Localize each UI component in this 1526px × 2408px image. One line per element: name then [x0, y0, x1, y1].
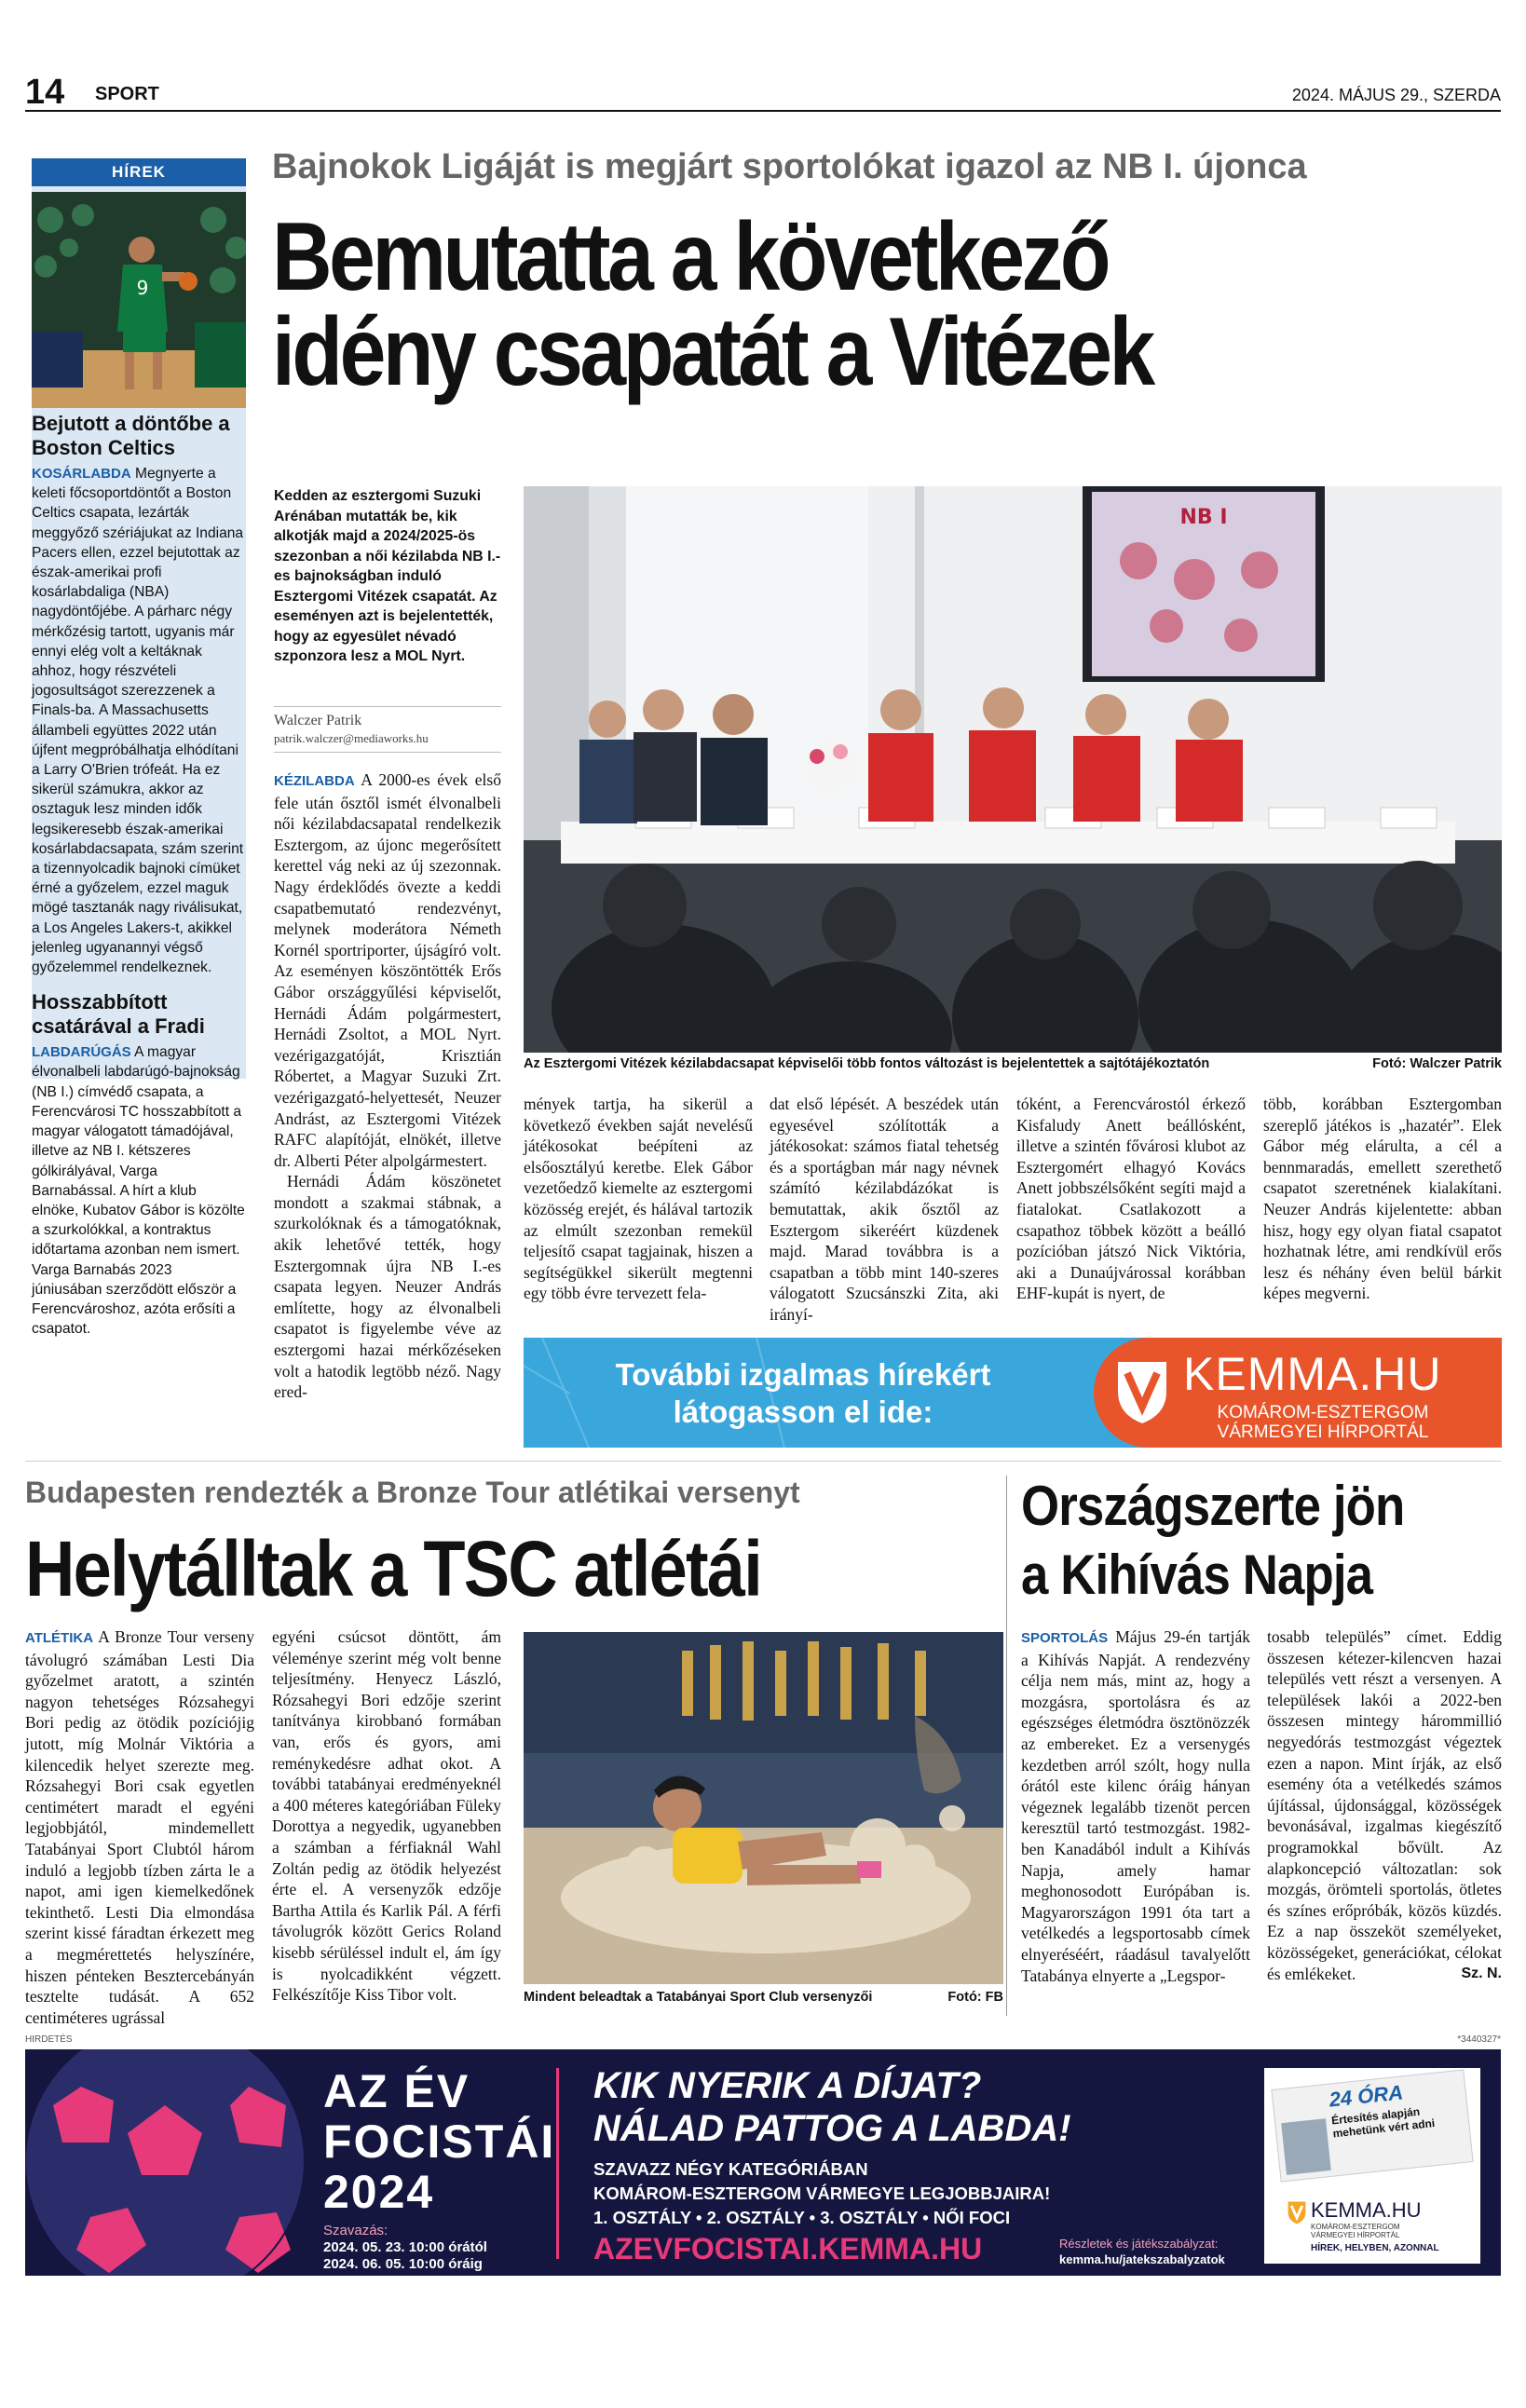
sidebar-story2-title: Hosszabbított csatárával a Fradi — [32, 990, 205, 1039]
athletics-col2: egyéni csúcsot döntött, ám véleménye szerint még volt benne teljesítmény. Henyecz László, Rózsahegyi Bori edzője szerint tanítványa kirobbanó formában van, erős és gyors, ami reménykedésre adhat okot. A további tatabányai eredményeknél a 400 méteres kategóriában Füleky Dorottya a negyedik, ugyanebben a számban a férfiaknál Wahl Zoltán pedig az ötödik helyezést érte el. A versenyzők edzője Bartha Attila és Karlik Pál. A férfi távolugrók között Gerics Roland kisebb sérüléssel indult el, ám így is nyolcadikként végzett. Felkészítője Kiss Tibor volt. — [272, 1627, 501, 2005]
ad-accent-bar — [556, 2068, 559, 2259]
main-kicker: KÉZILABDA — [274, 773, 355, 789]
screen-logo: NB I — [1179, 506, 1228, 529]
main-photo-caption — [524, 1056, 1502, 1071]
main-lead: Kedden az esztergomi Suzuki Arénában mutatták be, kik alkotják majd a 2024/2025-ös szezonban a női kézilabda NB I.-es bajnokságban induló Esztergomi Vitézek csapatát. Az eseményen azt is bejelentették, hogy az egyesület névadó szponzora lesz a MOL Nyrt. — [274, 488, 501, 664]
sidebar-story2-body — [32, 1042, 246, 1339]
ad-title2: FOCISTÁI — [323, 2116, 556, 2168]
kemma-promo-banner[interactable] — [524, 1338, 1502, 1448]
ad-headline1: KIK NYERIK A DÍJAT? — [593, 2065, 982, 2106]
ad-rules-label: Részletek és játékszabályzat: — [1059, 2237, 1219, 2251]
banner-text-line2: látogasson el ide: — [673, 1394, 933, 1429]
main-title — [272, 203, 1152, 406]
athletics-kicker: ATLÉTIKA — [25, 1630, 94, 1646]
banner-brand: KEMMA.HU — [1183, 1348, 1442, 1400]
ad-url[interactable]: AZEVFOCISTAI.KEMMA.HU — [593, 2232, 983, 2265]
ad-newspaper-box — [1264, 2068, 1480, 2264]
author-name: Walczer Patrik — [274, 713, 362, 728]
celtics-photo — [32, 192, 246, 408]
main-title-line1: Bemutatta a következő — [272, 203, 1109, 311]
banner-sub1: KOMÁROM-ESZTERGOM — [1217, 1403, 1429, 1422]
banner-text-line1: További izgalmas hírekért — [615, 1357, 991, 1392]
ad-brand-sub2: VÁRMEGYEI HÍRPORTÁL — [1311, 2231, 1400, 2239]
main-supertitle: Bajnokok Ligáját is megjárt sportolókat igazol az NB I. újonca — [272, 147, 1307, 186]
author-email: patrik.walczer@mediaworks.hu — [274, 731, 501, 753]
main-col4: tóként, a Ferencvárostól érkező Kisfaludy Anett beállósként, illetve a szintén fővárosi klubot az Esztergomért elhagyó Kovács Anett jobbszélsőként segíti majd a fiatalokat. Csatlakozott a csapathoz többek között a beálló pozícióban játszó Nick Viktória, aki a Dunaújvárossal korábban EHF-kupát is nyert, de — [1016, 1095, 1246, 1303]
newspaper-icon — [1271, 2069, 1473, 2182]
challenge-col1-text: Május 29-én tartják a Kihívás Napját. A rendezvény célja nem más, mint az, hogy a mozgásra, sportolásra és az egészséges életmódra ösztönözzék az embereket. Ez a versenygés kezdetben arról szólt, hogy nulla órától este kilenc óráig hányan végeznek legalább tizenöt percen keresztül tartó testmozgást. 1982-ben Kanadából indult a Kihívás Napja, amely hamar meghonosodott Európában is. Magyarországon 1991 óta tart a vetélkedés a legsportosabb címek elnyeréséért, ráadásul tavalyelőtt Tatabánya elnyerte a „Legspor- — [1021, 1627, 1251, 1985]
ad-brand-sub1: KOMÁROM-ESZTERGOM — [1311, 2223, 1400, 2231]
challenge-signature: Sz. N. — [1461, 1965, 1502, 1981]
ad-focistai[interactable] — [25, 2049, 1501, 2276]
main-col1b-text: Hernádi Ádám köszönetet mondott a szakmai stábnak, a szurkolóknak és a támogatóknak, akik lehetővé tették, hogy Esztergomnak újra NB I.-es csapata legyen. Neuzer András említette, hogy az élvonalbeli csapatot is figyelembe véve az esztergomi hazai mérkőzéseken volt a hatodik legtöbb néző. Nagy ered- — [274, 1172, 501, 1402]
long-jump-photo — [524, 1632, 1003, 1984]
sidebar-story2-text: A magyar élvonalbeli labdarúgó-bajnokság (NB I.) címvédő csapata, a Ferencvárosi TC hosszabbított a magyar válogatott támadójával, illetve az NB I. kétszeres gólkirályával, Varga Barnabással. A hírt a klub elnöke, Kubatov Gábor is közölte a szurkolókkal, a kontraktus időtartama azonban nem ismert. Varga Barnabás 2023 júniusában szerződött először a Ferencvároshoz, azóta erősíti a csapatot. — [32, 1044, 245, 1338]
main-title-line2: idény csapatát a Vitézek — [272, 298, 1152, 406]
athletics-photo-credit: Fotó: FB — [947, 1990, 1003, 2005]
kemma-shield-icon — [1114, 1358, 1170, 1425]
page-number: 14 — [25, 73, 65, 112]
ad-title3: 2024 — [323, 2166, 435, 2218]
ad-brand-tag: HÍREK, HELYBEN, AZONNAL — [1311, 2243, 1439, 2253]
athletics-col1 — [25, 1626, 254, 2028]
sidebar-story1-kicker: KOSÁRLABDA — [32, 466, 131, 482]
challenge-col1 — [1021, 1626, 1250, 1986]
sidebar-story1-body — [32, 464, 246, 977]
ad-rules-url[interactable]: kemma.hu/jatekszabalyzatok — [1059, 2252, 1225, 2266]
athletics-photo-caption-text: Mindent beleadtak a Tatabányai Sport Club versenyzői — [524, 1990, 873, 2005]
challenge-title — [1021, 1472, 1404, 1610]
main-photo-caption-text: Az Esztergomi Vitézek kézilabdacsapat képviselői több fontos változást is bejelentettek a sajtótájékoztatón — [524, 1056, 1210, 1071]
ad-categories: 1. OSZTÁLY • 2. OSZTÁLY • 3. OSZTÁLY • NŐI FOCI — [593, 2208, 1011, 2227]
athletics-col1-text: A Bronze Tour verseny távolugró számában Lesti Dia győzelmet aratott, a szintén nagyon tehetséges Rózsahegyi Bori pedig az ötödik pozíciójig jutott, míg Molnár Viktória a kilencedik helyet szerezte meg. Rózsahegyi Bori csak egyetlen centimétert maradt el egyéni legjobbjától, mindemellett Tatabányai Sport Clubtól három induló a legjobb tízben zárta le a napot, ami igen kiemelkedőnek tekinthető. Lesti Dia elmondása szerint kissé fáradtan érkezett meg a megmérettetés helyszínére, hiszen pénteken Besztercebányán tesztelte tudását. A 652 centiméteres ugrással — [25, 1627, 254, 2027]
challenge-col2 — [1267, 1626, 1502, 1984]
news-sidebar — [32, 158, 246, 1338]
sidebar-story1-title: Bejutott a döntőbe a Boston Celtics — [32, 412, 230, 459]
section-divider — [25, 1461, 1501, 1462]
ad-paper-tagline: Értesítés alapján mehetünk vért adni — [1330, 2104, 1436, 2141]
ad-headline2: NÁLAD PATTOG A LABDA! — [593, 2108, 1071, 2149]
ad-vote-from: 2024. 05. 23. 10:00 órától — [323, 2239, 487, 2255]
page-header — [25, 73, 1501, 112]
issue-date: 2024. MÁJUS 29., SZERDA — [1291, 86, 1501, 104]
ad-label: HIRDETÉS — [25, 2034, 73, 2045]
ad-brand: KEMMA.HU — [1311, 2198, 1422, 2222]
ad-title1: AZ ÉV — [323, 2065, 470, 2117]
challenge-col2-text: tosabb település” címet. Eddig összesen kétezer-kilencven hazai település vett részt a versenyen. A települések lakói a 2022-ben összesen mintegy hárommillió negyedórás testmozgást végeztek ezen a napon. Mint írják, az első esemény óta a vetélkedés számos újítással, újdonsággal, közösségek bevonásával, izgalmas kiegészítő programokkal bővült. Az alapkoncepció változatlan: sok mozgás, örömteli sportolás, ötletes és színes erőpróbák, közös küzdés. Ez a nap összeköt személyeket, közösségeket, generációkat, célokat és emlékeket. — [1267, 1627, 1502, 1983]
main-col2: mények tartja, ha sikerül a következő években saját nevelésű játékosokat beépíteni az elsőosztályú keretbe. Elek Gábor vezetőedző kiemelte az esztergomi közösség erejét, és hálával tartozik az elmúlt szezonban remekül teljesítő csapat tagjainak, hiszen a segítségükkel sikerült megtenni egy több évre tervezett fela- — [524, 1095, 753, 1303]
ad-brand-shield-icon — [1287, 2200, 1307, 2224]
press-conference-photo — [524, 486, 1502, 1053]
main-col1-text: A 2000-es évek első fele után ősztől ismét élvonalbeli női kézilabdacsapatal rendelkezik Esztergom, az újonc megerősített kerettel vág neki az új szezonnak. Nagy érdeklődés övezte a keddi csapatbemutató rendezvényt, melynek moderátora Németh Kornél sportriporter, újságíró volt. Az eseményen köszöntötték Erős Gábor országgyűlési képviselőt, Hernádi Ádám polgármestert, Hernádi Zsoltot, a MOL Nyrt. vezérigazgatóját, Krisztián Róbertet, a Magyar Suzuki Zrt. vezérigazgató-helyettesét, Neuzer Andrást, az Esztergomi Vitézek RAFC alapítóját, elnökét, illetve dr. Alberti Péter alpolgármestert. — [274, 770, 501, 1170]
ad-code: *3440327* — [1457, 2034, 1501, 2045]
main-col5: több, korábban Esztergomban szereplő játékos is „hazatér”. Elek Gábor még elárulta, a cél a bennmaradás, emellett szerethető csapatot szeretnének kialakítani. Neuzer András kijelentette: abban hisz, hogy egy olyan fiatal csapatot hozhatnak létre, ami rendkívül erős lesz és néhány éven belül bárkit képes megverni. — [1263, 1095, 1502, 1303]
svg-text:9: 9 — [136, 277, 149, 299]
sidebar-label: HÍREK — [32, 158, 246, 186]
main-photo-credit: Fotó: Walczer Patrik — [1372, 1056, 1502, 1071]
ad-vote-label: Szavazás: — [323, 2223, 388, 2238]
banner-sub2: VÁRMEGYEI HÍRPORTÁL — [1217, 1422, 1429, 1442]
column-divider — [1006, 1476, 1007, 2016]
challenge-kicker: SPORTOLÁS — [1021, 1630, 1109, 1646]
main-col3: dat első lépését. A beszédek után egyesével szólították a játékosokat: számos fiatal tehetség és a sportágban már nagy névnek számító kézilabdázókat is bemutattak, akik ősztől az Esztergom sikeréért küzdenek majd. Marad továbbra is a csapatban a több mint 140-szeres válogatott Szucsánszki Zita, aki irányí- — [770, 1095, 999, 1324]
ad-sub2: KOMÁROM-ESZTERGOM VÁRMEGYE LEGJOBBJAIRA! — [593, 2184, 1051, 2203]
sidebar-story2-kicker: LABDARÚGÁS — [32, 1044, 131, 1061]
main-col1 — [274, 769, 501, 1403]
byline — [274, 706, 501, 753]
athletics-title: Helytálltak a TSC atlétái — [25, 1525, 761, 1612]
challenge-title-line1: Országszerte jön — [1021, 1475, 1405, 1537]
challenge-title-line2: a Kihívás Napja — [1021, 1544, 1373, 1606]
athletics-photo-caption — [524, 1990, 1003, 2005]
sidebar-story1-text: Megnyerte a keleti főcsoportdöntőt a Boston Celtics csapata, lezárták meggyőző szériájukat az Indiana Pacers ellen, ezzel bejutottak az észak-amerikai profi kosárlabdaliga (NBA) nagydöntőjébe. A párharc négy mérkőzésig tartott, ugyanis már ennyi elég volt a keltáknak ahhoz, hogy részvételi jogosultságot szerezzenek a Finals-ba. A Massachusetts állambeli együttes 2022 után újfent megpróbálhatja elhódítani a Larry O'Brien trófeát. Ha ez sikerül számukra, akkor az osztaguk lesz minden idők legsikeresebb észak-amerikai kosárlabdacsapata, szám szerint a tizennyolcadik bajnoki címüket érné a győzelem, ezzel maguk mögé tasztanák nagy riválisukat, a Los Angeles Lakers-t, akikkel jelenleg ugyanannyi végső győzelemmel rendelkeznek. — [32, 466, 244, 976]
ad-paper-name: 24 ÓRA — [1328, 2080, 1405, 2112]
ad-sub1: SZAVAZZ NÉGY KATEGÓRIÁBAN — [593, 2159, 868, 2179]
ad-vote-to: 2024. 06. 05. 10:00 óráig — [323, 2256, 483, 2272]
section-name: SPORT — [95, 84, 159, 104]
athletics-supertitle: Budapesten rendezték a Bronze Tour atlétikai versenyt — [25, 1476, 800, 1509]
